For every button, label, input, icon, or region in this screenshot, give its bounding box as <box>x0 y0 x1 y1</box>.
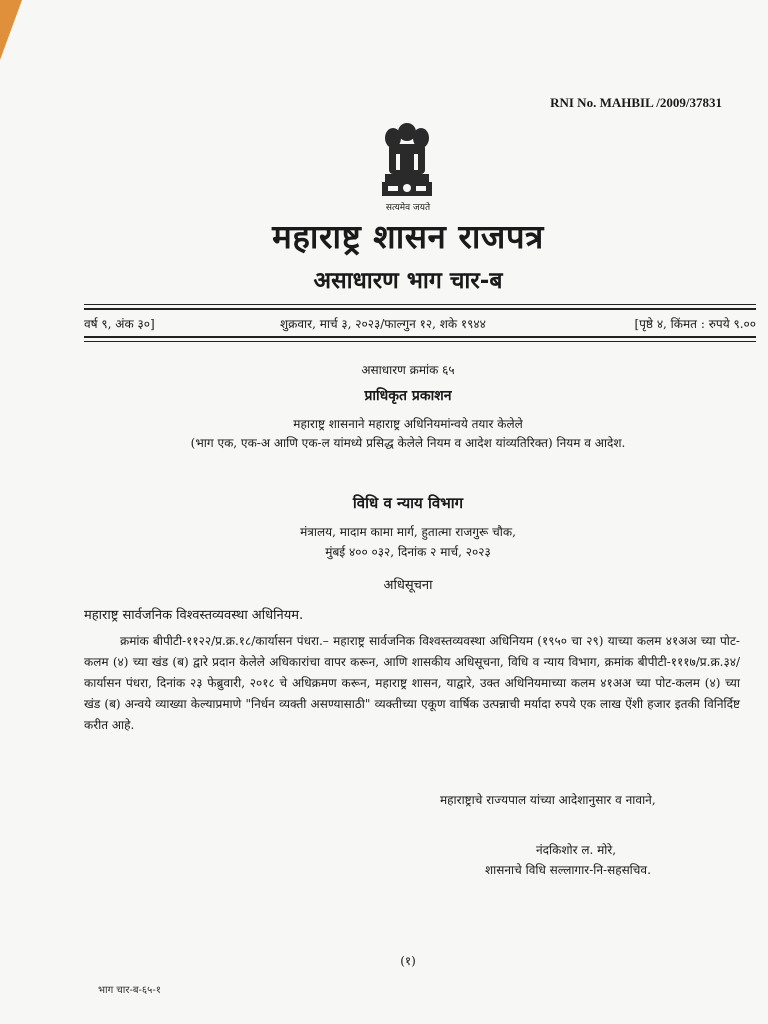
national-emblem-icon <box>372 118 442 200</box>
notification-body: क्रमांक बीपीटी-११२२/प्र.क्र.१८/कार्यासन पंधरा.– महाराष्ट्र सार्वजनिक विश्वस्तव्यवस्था अधिनियम (१९५० चा २९) याच्या कलम ४१अअ च्या पोट-कलम (४) च्या खंड (ब) द्वारे प्रदान केलेले अधिकारांचा वापर करून, आणि शासकीय अधिसूचना, विधि व न्याय विभाग, क्रमांक बीपीटी-१११७/प्र.क्र.३४/कार्यासन पंधरा, दिनांक २३ फेब्रुवारी, २०१८ चे अधिक्रमण करून, महाराष्ट्र शासन, याद्वारे, उक्त अधिनियमाच्या कलम ४१अअ च्या पोट-कलम (४) च्या खंड (ब) अन्वये व्याख्या केल्याप्रमाणे "निर्धन व्यक्ती असण्यासाठी" व्यक्तीच्या एकूण वार्षिक उत्पन्नाची मर्यादा रुपये एक लाख ऐंशी हजार इतकी विनिर्दिष्ट करीत आहे. <box>84 634 740 732</box>
extraordinary-number: असाधारण क्रमांक ६५ <box>361 363 455 377</box>
governor-order-line: महाराष्ट्राचे राज्यपाल यांच्या आदेशानुसार व नावाने, <box>440 793 656 807</box>
issue-volume: वर्ष ९, अंक ३०] <box>84 317 155 331</box>
department-name: विधि व न्याय विभाग <box>352 494 464 512</box>
page-number: (१) <box>400 954 416 968</box>
issue-details-bar <box>84 313 756 333</box>
issue-date: शुक्रवार, मार्च ३, २०२३/फाल्गुन १२, शके १९४४ <box>280 317 486 331</box>
rni-number: RNI No. MAHBIL /2009/37831 <box>550 95 722 110</box>
footer-code: भाग चार-ब-६५-१ <box>98 985 161 996</box>
emblem-motto: सत्यमेव जयते <box>385 203 431 213</box>
top-rule-thin <box>84 304 756 305</box>
signatory-name: नंदकिशोर ल. मोरे, <box>536 843 617 857</box>
top-rule-thick <box>84 308 756 310</box>
department-address-line1: मंत्रालय, मादाम कामा मार्ग, हुतात्मा राजगुरू चौक, <box>300 525 516 539</box>
publication-description-line1: महाराष्ट्र शासनाने महाराष्ट्र अधिनियमांन्वये तयार केलेले <box>293 417 523 431</box>
department-address-line2: मुंबई ४०० ०३२, दिनांक २ मार्च, २०२३ <box>325 545 491 559</box>
authorised-publication-heading: प्राधिकृत प्रकाशन <box>364 388 452 404</box>
gazette-title: महाराष्ट्र शासन राजपत्र <box>272 217 544 256</box>
signatory-designation: शासनाचे विधि सल्लागार-नि-सहसचिव. <box>485 863 651 877</box>
bottom-rule-thin <box>84 341 756 342</box>
issue-pages-price: [पृष्ठे ४, किंमत : रुपये ९.०० <box>634 317 756 331</box>
act-title: महाराष्ट्र सार्वजनिक विश्वस्तव्यवस्था अधिनियम. <box>84 608 304 623</box>
gazette-subtitle: असाधारण भाग चार-ब <box>313 268 503 294</box>
notification-heading: अधिसूचना <box>383 578 433 593</box>
bottom-rule-thick <box>84 336 756 338</box>
corner-mark <box>0 0 22 60</box>
publication-description-line2: (भाग एक, एक-अ आणि एक-ल यांमध्ये प्रसिद्ध केलेले नियम व आदेश यांव्यतिरिक्त) नियम व आदेश. <box>190 436 626 450</box>
